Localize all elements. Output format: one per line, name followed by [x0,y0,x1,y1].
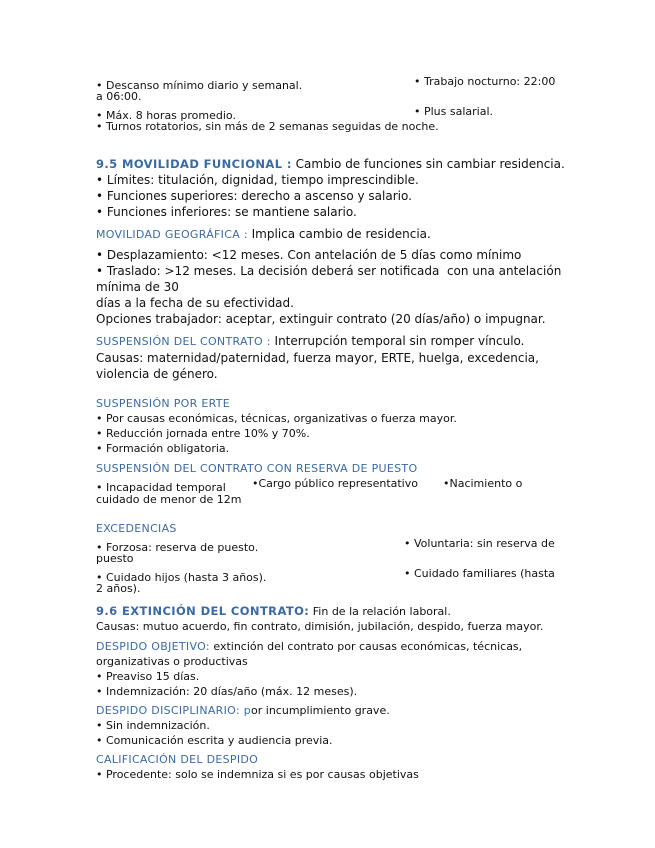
section-heading [96,156,565,172]
text-line: • Cuidado hijos (hasta 3 años). [96,571,267,584]
section-heading [96,226,558,243]
text-line: • Plus salarial. [414,105,494,118]
text-line: • Cuidado familiares (hasta [404,567,555,580]
list-item [96,104,558,122]
text-line: •Nacimiento o [443,477,523,490]
list-item: • Funciones superiores: derecho a ascenso y salario. [96,189,412,203]
text-line: cuidado de menor de 12m [96,493,242,506]
text-line: organizativas o productivas [96,655,248,668]
heading-desc: Cambio de funciones sin cambiar residencia. [291,157,565,171]
list-item [96,74,558,92]
text-line: • Máx. 8 horas promedio. [96,109,236,122]
text-line: • Incapacidad temporal [96,481,226,494]
section-heading [96,703,558,718]
heading-label: DESPIDO OBJETIVO: [96,640,210,653]
text-line: • Descanso mínimo diario y semanal. [96,79,303,92]
list-item [96,566,558,584]
list-item: • Traslado: >12 meses. La decisión deberá ser notificada con una antelación [96,264,562,278]
heading-desc: Implica cambio de residencia. [247,227,431,241]
list-item: • Comunicación escrita y audiencia previa. [96,734,333,747]
section-heading: CALIFICACIÓN DEL DESPIDO [96,753,259,766]
text-line: Opciones trabajador: aceptar, extinguir contrato (20 días/año) o impugnar. [96,312,546,326]
text-line: •Cargo público representativo [252,477,418,490]
text-line: • Turnos rotatorios, sin más de 2 semanas seguidas de noche. [96,120,439,133]
text-line: • Trabajo nocturno: 22:00 [414,75,556,88]
section-heading: EXCEDENCIAS [96,522,177,535]
list-item: • Indemnización: 20 días/año (máx. 12 meses). [96,685,358,698]
list-item: • Sin indemnización. [96,719,210,732]
document-page [96,74,565,782]
list-item: • Procedente: solo se indemniza si es por causas objetivas [96,768,419,781]
section-heading [96,639,558,654]
list-item: • Por causas económicas, técnicas, organizativas o fuerza mayor. [96,412,457,425]
text-line: mínima de 30 [96,280,179,294]
heading-label: MOVILIDAD GEOGRÁFICA : [96,228,248,241]
heading-desc: Interrupción temporal sin romper vínculo. [270,334,525,348]
text-line: • Forzosa: reserva de puesto. [96,541,259,554]
section-heading: SUSPENSIÓN DEL CONTRATO CON RESERVA DE PUESTO [96,462,418,475]
heading-label: 9.6 EXTINCIÓN DEL CONTRATO: [96,604,310,618]
list-item: • Desplazamiento: <12 meses. Con antelación de 5 días como mínimo [96,248,522,262]
heading-label: 9.5 MOVILIDAD FUNCIONAL : [96,157,292,171]
text-line: Causas: maternidad/paternidad, fuerza mayor, ERTE, huelga, excedencia, [96,351,539,365]
heading-desc: extinción del contrato por causas económicas, técnicas, [209,640,523,653]
text-line: a 06:00. [96,90,142,103]
text-line: puesto [96,552,134,565]
list-item: • Funciones inferiores: se mantiene salario. [96,205,357,219]
list-item: • Formación obligatoria. [96,442,230,455]
text-line: días a la fecha de su efectividad. [96,296,294,310]
list-item [96,536,558,554]
list-item: • Límites: titulación, dignidad, tiempo imprescindible. [96,173,419,187]
section-heading [96,604,558,619]
section-heading: SUSPENSIÓN POR ERTE [96,397,231,410]
heading-desc: Fin de la relación laboral. [309,605,451,618]
list-item: • Preaviso 15 días. [96,670,200,683]
text-line: violencia de género. [96,367,218,381]
heading-label: SUSPENSIÓN DEL CONTRATO : [96,335,271,348]
text-line: 2 años). [96,582,141,595]
list-item [96,476,558,494]
text-line: • Voluntaria: sin reserva de [404,537,555,550]
heading-label: DESPIDO DISCIPLINARIO: p [96,704,252,717]
list-item: • Reducción jornada entre 10% y 70%. [96,427,310,440]
heading-desc: or incumplimiento grave. [251,704,390,717]
text-line: Causas: mutuo acuerdo, fin contrato, dimisión, jubilación, despido, fuerza mayor. [96,620,544,633]
section-heading [96,333,558,350]
